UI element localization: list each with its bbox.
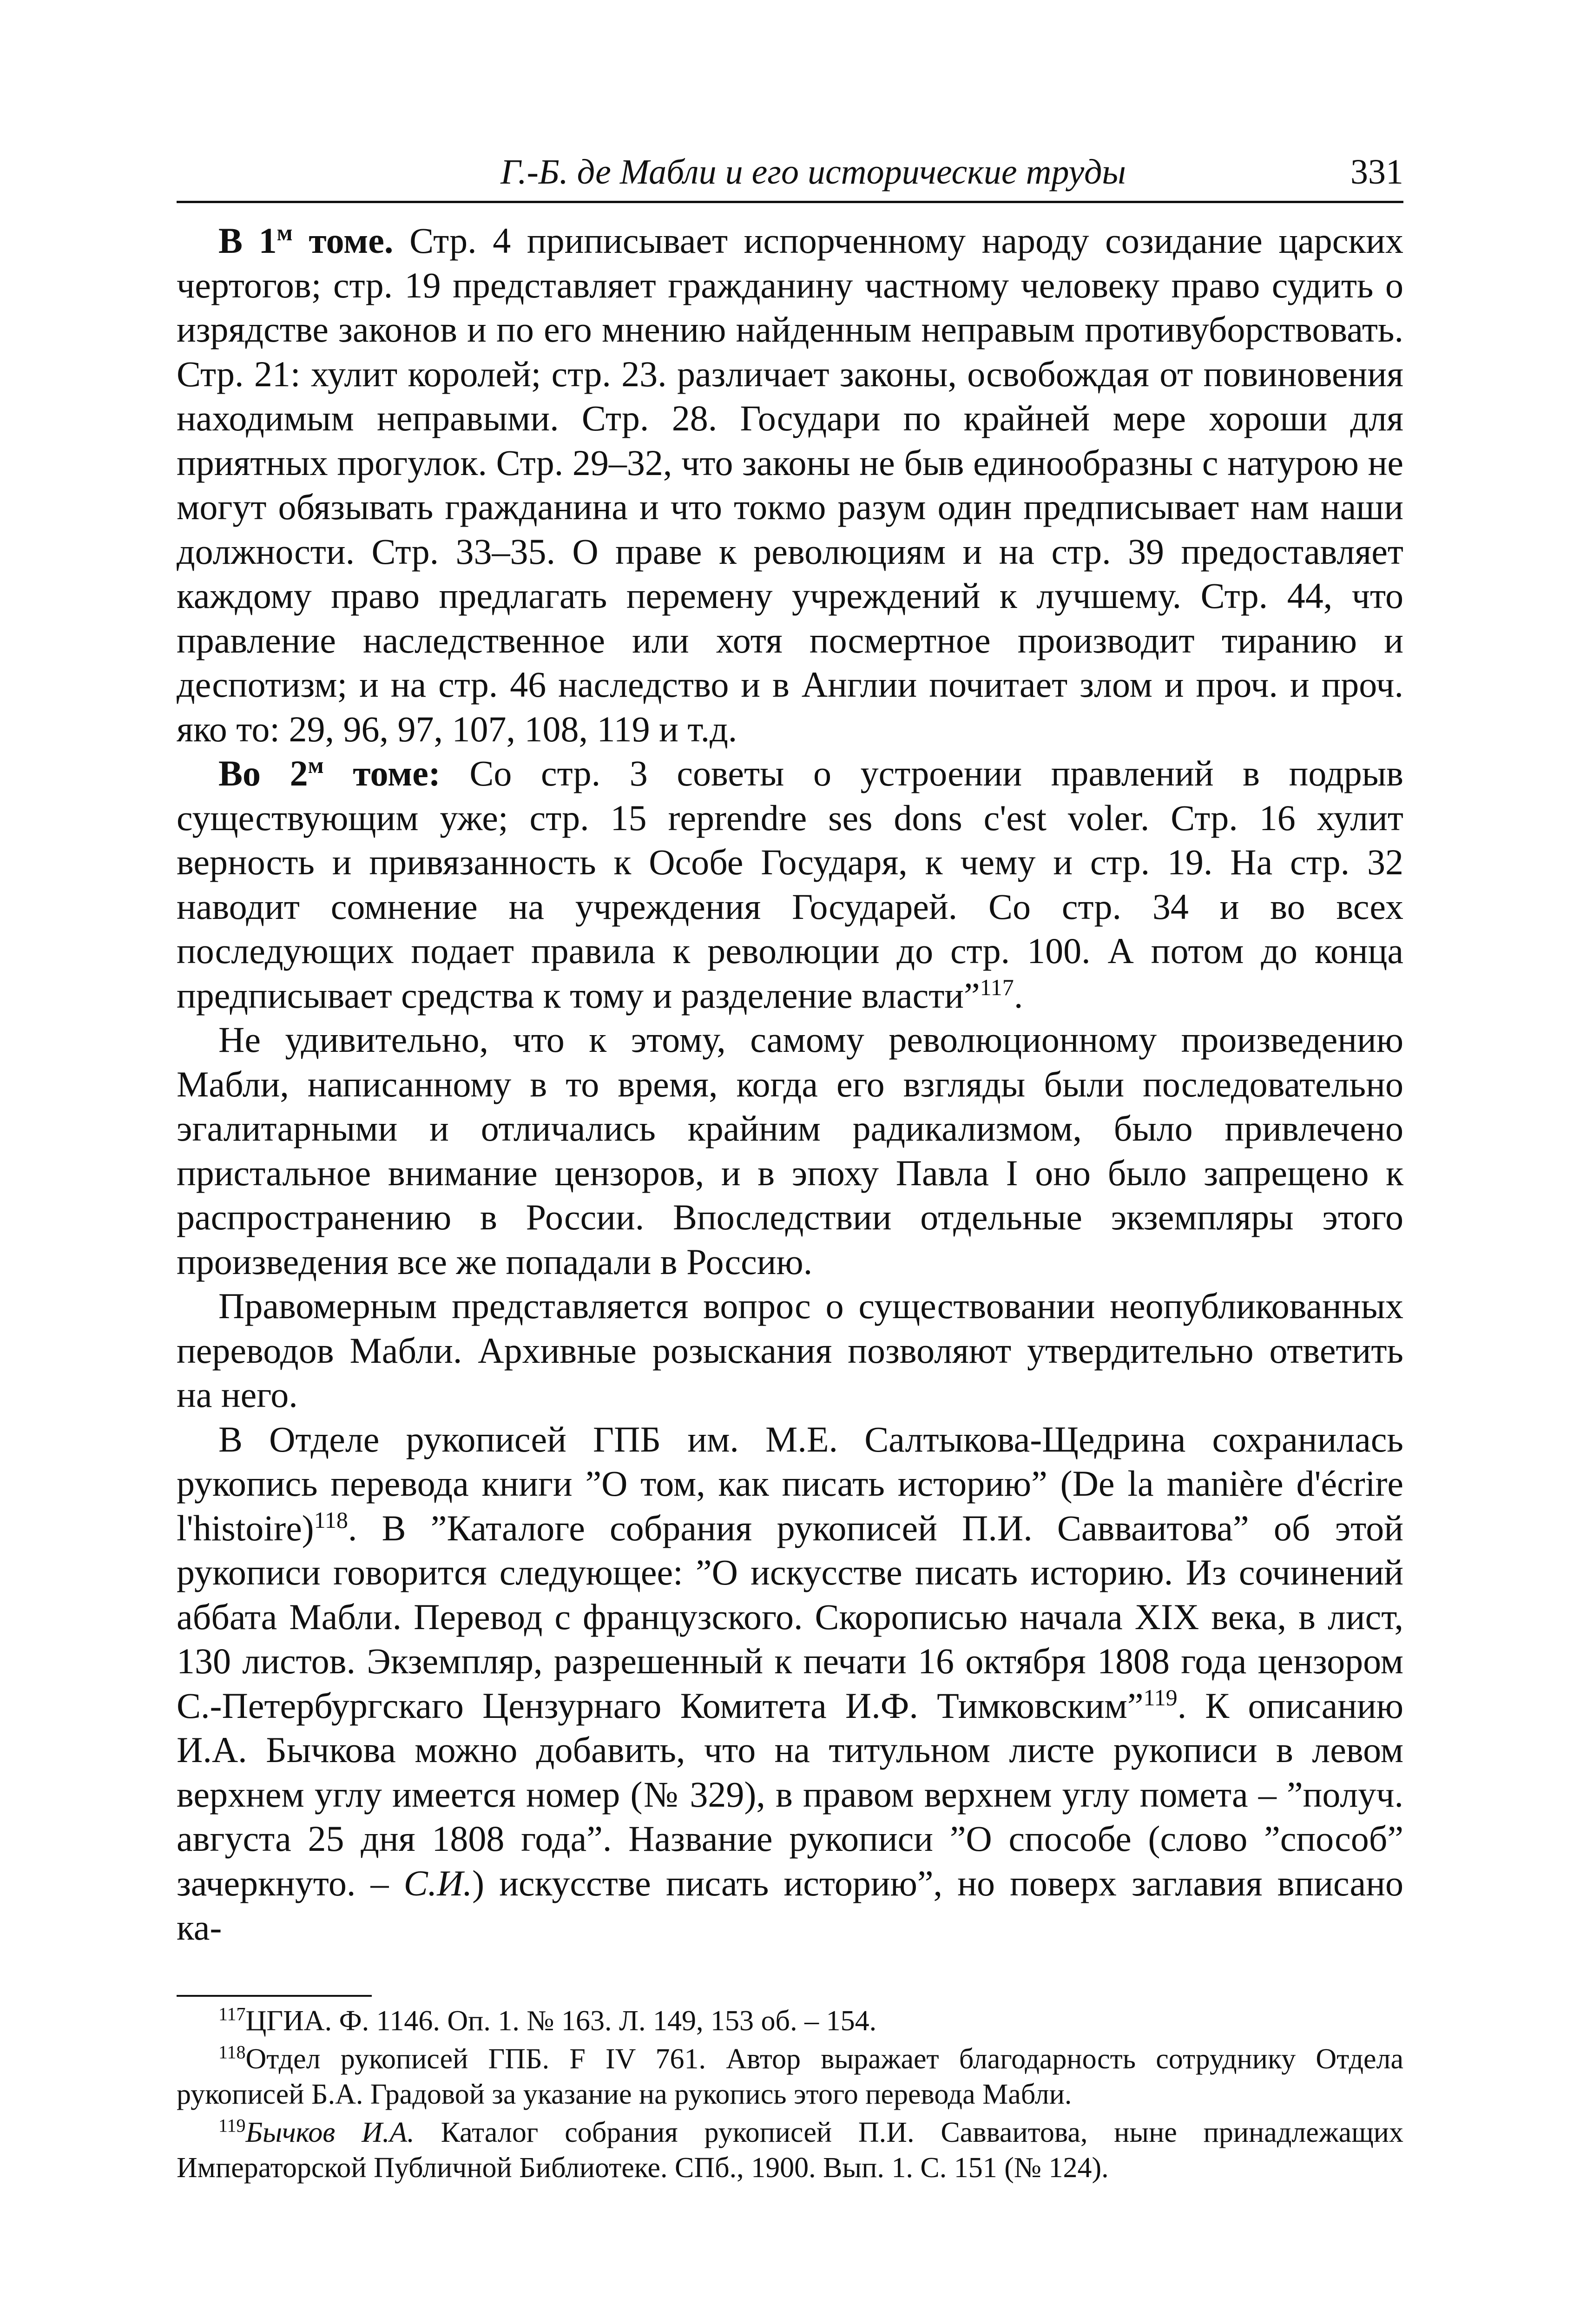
footnote-number: 119 <box>218 2115 246 2136</box>
paragraph-volume-1 <box>177 218 1403 751</box>
paragraph-lead <box>218 753 441 793</box>
footnotes <box>177 2003 1403 2188</box>
footnote-119 <box>177 2115 1403 2185</box>
footnote-118 <box>177 2041 1403 2112</box>
lead-text: Во 2 <box>218 753 308 793</box>
running-title: Г.-Б. де Мабли и его исторические труды <box>500 152 1126 191</box>
footnote-author: Бычков И.А. <box>245 2117 415 2148</box>
running-head <box>177 146 1403 198</box>
paragraph-text-end: . <box>1014 975 1023 1016</box>
header-rule <box>177 201 1403 203</box>
paragraph-text: Со стр. 3 советы о устроении правлений в подрыв существующим уже; стр. 15 reprendre ses dons c'est voler. Стр. 16 хулит верность и привязанность к Особе Государя, к чему и стр. 19. На стр. 32 наводит сомнение на учреждения Государей. Со стр. 34 и во всех последующих подает правила к революции до стр. 100. А потом до конца предписывает средства к тому и разделение власти” <box>177 753 1404 1016</box>
initials-italic: С.И. <box>403 1862 473 1903</box>
footnote-ref-117[interactable]: 117 <box>980 974 1014 1000</box>
paragraph-manuscript <box>177 1417 1403 1950</box>
paragraph-text: ) искусстве писать историю”, но поверх заглавия вписано ка- <box>177 1862 1403 1948</box>
paragraph-text: В Отделе рукописей ГПБ им. М.Е. Салтыкова-Щедрина сохранилась рукопись перевода книги ”О том, как писать историю” (De la manière d'écrire l'histoire) <box>177 1419 1403 1548</box>
footnote-rule <box>177 1995 372 1997</box>
lead-text: В 1 <box>218 220 277 261</box>
paragraph-text: Стр. 4 приписывает испорченному народу созидание царских чертогов; стр. 19 представляет гражданину частному человеку право судить о изрядстве законов и по его мнению найденным неправым противуборствовать. Стр. 21: хулит королей; стр. 23. различает законы, освобождая от повиновения находимым неправыми. Стр. 28. Государи по крайней мере хороши для приятных прогулок. Стр. 29–32, что законы не быв единообразны с натурою не могут обязывать гражданина и что токмо разум один предписывает нам наши должности. Стр. 33–35. О праве к революциям и на стр. 39 предоставляет каждому право предлагать перемену учреждений к лучшему. Стр. 44, что правление наследственное или хотя посмертное производит тиранию и деспотизм; и на стр. 46 наследство и в Англии почитает злом и проч. и проч. яко то: 29, 96, 97, 107, 108, 119 и т.д. <box>177 220 1403 749</box>
lead-superscript: м <box>308 752 324 778</box>
lead-superscript: м <box>276 219 293 245</box>
paragraph-censorship: Не удивительно, что к этому, самому революционному произведению Мабли, написанному в то время, когда его взгляды были последовательно эгалитарными и отличались крайним радикализмом, было привлечено пристальное внимание цензоров, и в эпоху Павла I оно было запрещено к распространению в России. Впоследствии отдельные экземпляры этого произведения все же попадали в Россию. <box>177 1019 1403 1282</box>
paragraph-volume-2 <box>177 751 1403 1017</box>
lead-tail: томе: <box>323 753 441 793</box>
paragraph-translations: Правомерным представляется вопрос о существовании неопубликованных переводов Мабли. Архивные розыскания позволяют утвердительно ответить на него. <box>177 1286 1403 1415</box>
footnote-text: ЦГИА. Ф. 1146. Оп. 1. № 163. Л. 149, 153 об. – 154. <box>245 2005 877 2037</box>
body-text <box>177 218 1403 1950</box>
footnote-text: Отдел рукописей ГПБ. F IV 761. Автор выражает благодарность сотруднику Отдела рукописей Б.А. Градовой за указание на рукопись этого перевода Мабли. <box>177 2043 1403 2110</box>
footnote-117 <box>177 2003 1403 2039</box>
footnote-number: 117 <box>218 2003 246 2025</box>
paragraph-text: . К описанию И.А. Бычкова можно добавить, что на титульном листе рукописи в левом верхнем углу имеется номер (№ 329), в правом верхнем углу помета – ”получ. августа 25 дня 1808 года”. Название рукописи ”О способе (слово ”способ” зачеркнуто. – <box>177 1685 1403 1903</box>
footnote-number: 118 <box>218 2041 246 2063</box>
page-number: 331 <box>1350 152 1403 191</box>
footnote-ref-118[interactable]: 118 <box>314 1506 348 1533</box>
lead-tail: томе. <box>292 220 394 261</box>
paragraph-text: . В ”Каталоге собрания рукописей П.И. Савваитова” об этой рукописи говорится следующее: ”О искусстве писать историю. Из сочинений аббата Мабли. Перевод с французского. Скорописью начала XIX века, в лист, 130 листов. Экземпляр, разрешенный к печати 16 октября 1808 года цензором С.-Петербургскаго Цензурнаго Комитета И.Ф. Тимковским” <box>177 1507 1403 1726</box>
footnote-text: Каталог собрания рукописей П.И. Савваитова, ныне принадлежащих Императорской Публичной Библиотеке. СПб., 1900. Вып. 1. С. 151 (№ 124). <box>177 2117 1403 2184</box>
footnote-ref-119[interactable]: 119 <box>1143 1684 1178 1710</box>
paragraph-lead <box>218 220 393 261</box>
